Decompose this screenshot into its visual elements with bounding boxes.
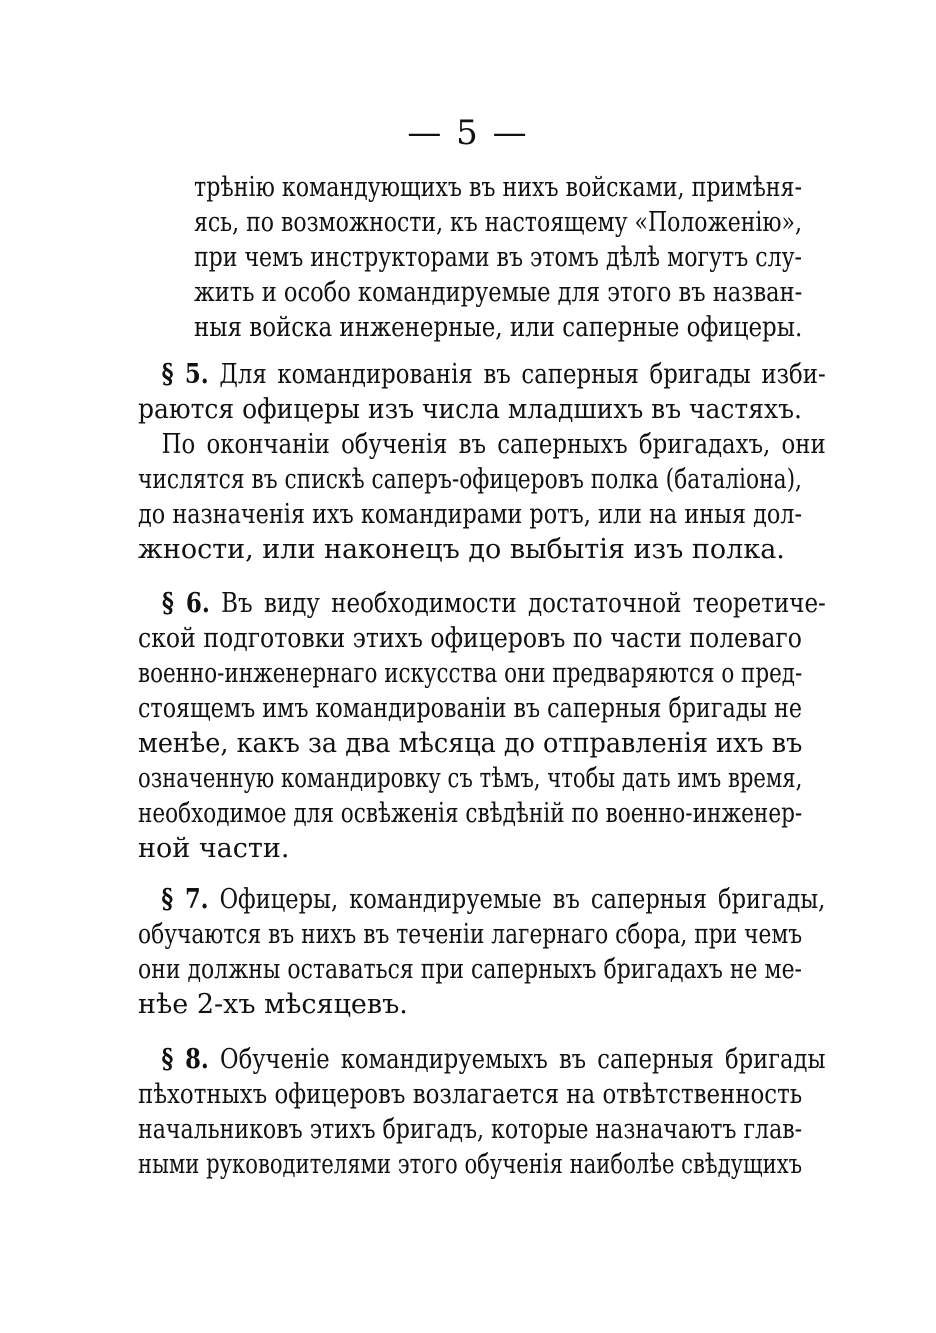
text-line: трѣнію командующихъ въ нихъ войсками, примѣня- — [194, 172, 802, 203]
text-line: ясь, по возможности, къ настоящему «Положенію», — [194, 207, 802, 238]
section-first-line-text: Для командированія въ саперныя бригады изби- — [219, 359, 826, 390]
text-line: ной части. — [138, 833, 290, 864]
section-6 — [138, 586, 826, 866]
text-line: означенную командировку съ тѣмъ, чтобы дать имъ время, — [138, 763, 803, 794]
section-first-line — [138, 882, 825, 917]
text-line: нѣе 2-хъ мѣсяцевъ. — [138, 989, 408, 1020]
text-line: военно-инженернаго искусства они предваряются о пред- — [138, 658, 803, 689]
section-8 — [138, 1042, 826, 1182]
section-first-line-text: Въ виду необходимости достаточной теоретиче- — [221, 588, 826, 619]
text-line: раются офицеры изъ числа младшихъ въ частяхъ. — [138, 394, 802, 425]
section-first-line — [138, 1042, 825, 1077]
paragraph-continuation — [194, 170, 802, 345]
section-number: § 5. — [161, 359, 209, 390]
section-first-line-text: Обученіе командируемыхъ въ саперныя бригады — [220, 1044, 826, 1075]
text-line: начальниковъ этихъ бригадъ, которые назначаютъ глав- — [138, 1114, 803, 1145]
text-line: числятся въ спискѣ саперъ-офицеровъ полка (баталіона), — [138, 464, 802, 495]
section-number: § 8. — [161, 1044, 209, 1075]
section-5 — [138, 357, 826, 567]
text-line: до назначенія ихъ командирами ротъ, или на иныя дол- — [138, 499, 803, 530]
page-number: — 5 — — [407, 113, 529, 153]
section-first-line — [138, 357, 826, 392]
text-line: они должны оставаться при саперныхъ бригадахъ не ме- — [138, 954, 802, 985]
text-line: пѣхотныхъ офицеровъ возлагается на отвѣтственность — [138, 1079, 803, 1110]
text-line: ныя войска инженерные, или саперные офицеры. — [194, 312, 803, 343]
text-line: ской подготовки этихъ офицеровъ по части полеваго — [138, 623, 802, 654]
section-number: § 7. — [161, 884, 209, 915]
text-line: По окончаніи обученія въ саперныхъ бригадахъ, они — [161, 429, 826, 460]
text-line: необходимое для освѣженія свѣдѣній по военно-инженер- — [138, 798, 803, 829]
text-line: жить и особо командируемые для этого въ назван- — [194, 277, 803, 308]
text-line: ными руководителями этого обученія наиболѣе свѣдущихъ — [138, 1149, 803, 1180]
section-first-line-text: Офицеры, командируемые въ саперныя бригады, — [219, 884, 826, 915]
text-line: менѣе, какъ за два мѣсяца до отправленія ихъ въ — [138, 728, 803, 759]
section-number: § 6. — [161, 588, 210, 619]
text-line: жности, или наконецъ до выбытія изъ полка. — [138, 534, 785, 565]
section-7 — [138, 882, 826, 1022]
section-first-line — [138, 586, 826, 621]
text-line: при чемъ инструкторами въ этомъ дѣлѣ могутъ слу- — [194, 242, 802, 273]
text-line: обучаются въ нихъ въ теченіи лагернаго сбора, при чемъ — [138, 919, 803, 950]
text-line: стоящемъ имъ командированіи въ саперныя бригады не — [138, 693, 803, 724]
